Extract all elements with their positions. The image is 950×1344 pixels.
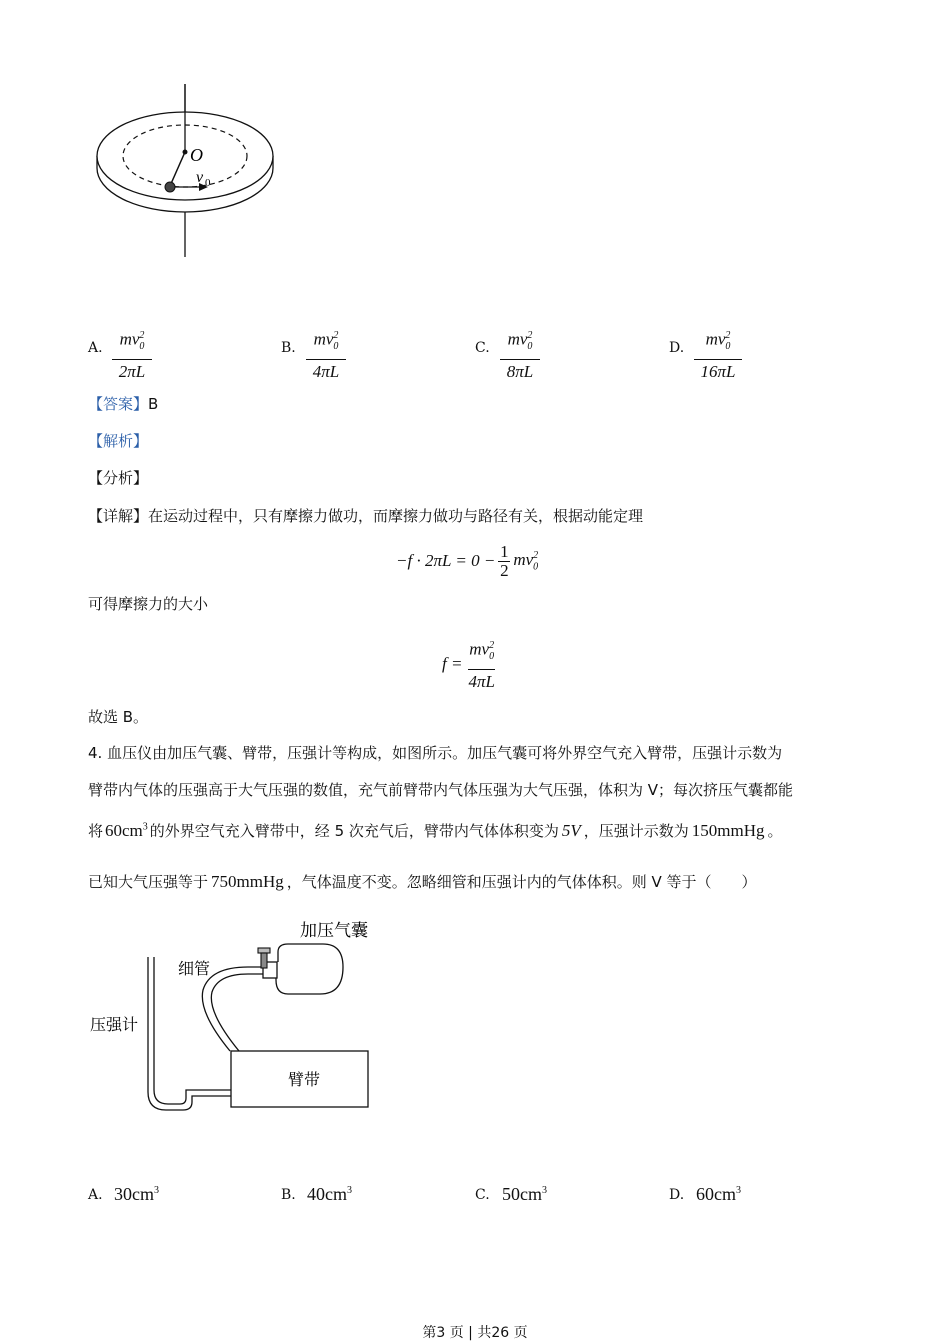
q4-option-a-value[interactable]: $30cm^3$ [114, 1184, 159, 1204]
detail-tag: 【详解】 [88, 507, 149, 525]
label-gauge: 压强计 [90, 1015, 139, 1034]
label-O: O [190, 145, 203, 165]
eq1-half: 1 2 [500, 541, 509, 580]
option-d-fraction[interactable]: $mv_0^2$ 16πL [694, 326, 742, 382]
center-point [183, 150, 188, 155]
q4-line3: 将 $60cm^3$ 的外界空气充入臂带中，经 5 次充气后，臂带内气体体积变为 5V ，压强计示数为 150mmHg 。 [88, 821, 783, 840]
q4-option-b-letter[interactable]: B. [281, 1187, 296, 1203]
gauge-tube-outer [148, 957, 231, 1110]
q4-line2: 臂带内气体的压强高于大气压强的数值，充气前臂带内气体压强为大气压强，体积为 V；每次挤压气囊都能 [88, 781, 794, 799]
q4-option-d-value[interactable]: $60cm^3$ [696, 1184, 741, 1204]
analysis-tag: 【解析】 [88, 432, 149, 450]
q4-option-a-letter[interactable]: A. [88, 1187, 103, 1203]
label-tube: 细管 [178, 959, 211, 978]
rotating-disk-figure [90, 84, 290, 264]
label-bulb: 加压气囊 [300, 921, 368, 941]
option-b-fraction[interactable]: $mv_0^2$ 4πL [306, 326, 346, 382]
option-c-letter[interactable]: C. [475, 340, 490, 356]
small-ball [165, 182, 175, 192]
option-a-fraction[interactable]: $mv_0^2$ 2πL [112, 326, 152, 382]
q4-line4: 已知大气压强等于 750mmHg ，气体温度不变。忽略细管和压强计内的气体体积。则 V 等于（ ） [88, 872, 757, 891]
option-b-letter[interactable]: B. [281, 340, 296, 356]
option-d-letter[interactable]: D. [669, 340, 685, 356]
eq2-fraction: $mv_0^2$ 4πL [468, 639, 495, 692]
answer-tag: 【答案】 [88, 395, 149, 413]
valve-cap [258, 948, 270, 953]
answer-line [88, 393, 158, 414]
page-footer: 第3 页 | 共26 页 [422, 1325, 528, 1341]
q4-line1: 4. 血压仪由加压气囊、臂带，压强计等构成，如图所示。加压气囊可将外界空气充入臂带，压强计示数为 [88, 744, 783, 762]
conclusion: 故选 B。 [88, 708, 149, 726]
bulb [276, 944, 343, 994]
eq1-rhs: $mv_0^2$ [513, 549, 539, 573]
q4-option-b-value[interactable]: $40cm^3$ [307, 1184, 352, 1204]
label-cuff: 臂带 [288, 1070, 321, 1089]
equation-work-energy [396, 538, 538, 584]
line-get-friction: 可得摩擦力的大小 [88, 595, 209, 613]
label-v-sub: 0 [205, 177, 211, 189]
option-a-letter[interactable]: A. [88, 340, 103, 356]
detail-line [88, 505, 643, 526]
q4-option-d-letter[interactable]: D. [669, 1187, 685, 1203]
label-v: v [196, 169, 204, 186]
fenxi-tag: 【分析】 [88, 469, 149, 487]
eq1-lhs: −f · 2πL = 0 − [396, 551, 496, 570]
equation-friction [442, 636, 495, 692]
valve-stem [261, 953, 267, 968]
answer-value: B [148, 395, 159, 413]
q4-option-c-letter[interactable]: C. [475, 1187, 490, 1203]
eq2-lhs: f = [442, 654, 463, 674]
thin-tube-inner [211, 974, 263, 1051]
gauge-tube-inner [154, 957, 231, 1104]
thin-tube-outer [202, 967, 263, 1051]
blood-pressure-figure [88, 912, 388, 1117]
detail-text: 在运动过程中，只有摩擦力做功，而摩擦力做功与路径有关，根据动能定理 [148, 507, 644, 525]
q4-option-c-value[interactable]: $50cm^3$ [502, 1184, 547, 1204]
option-c-fraction[interactable]: $mv_0^2$ 8πL [500, 326, 540, 382]
